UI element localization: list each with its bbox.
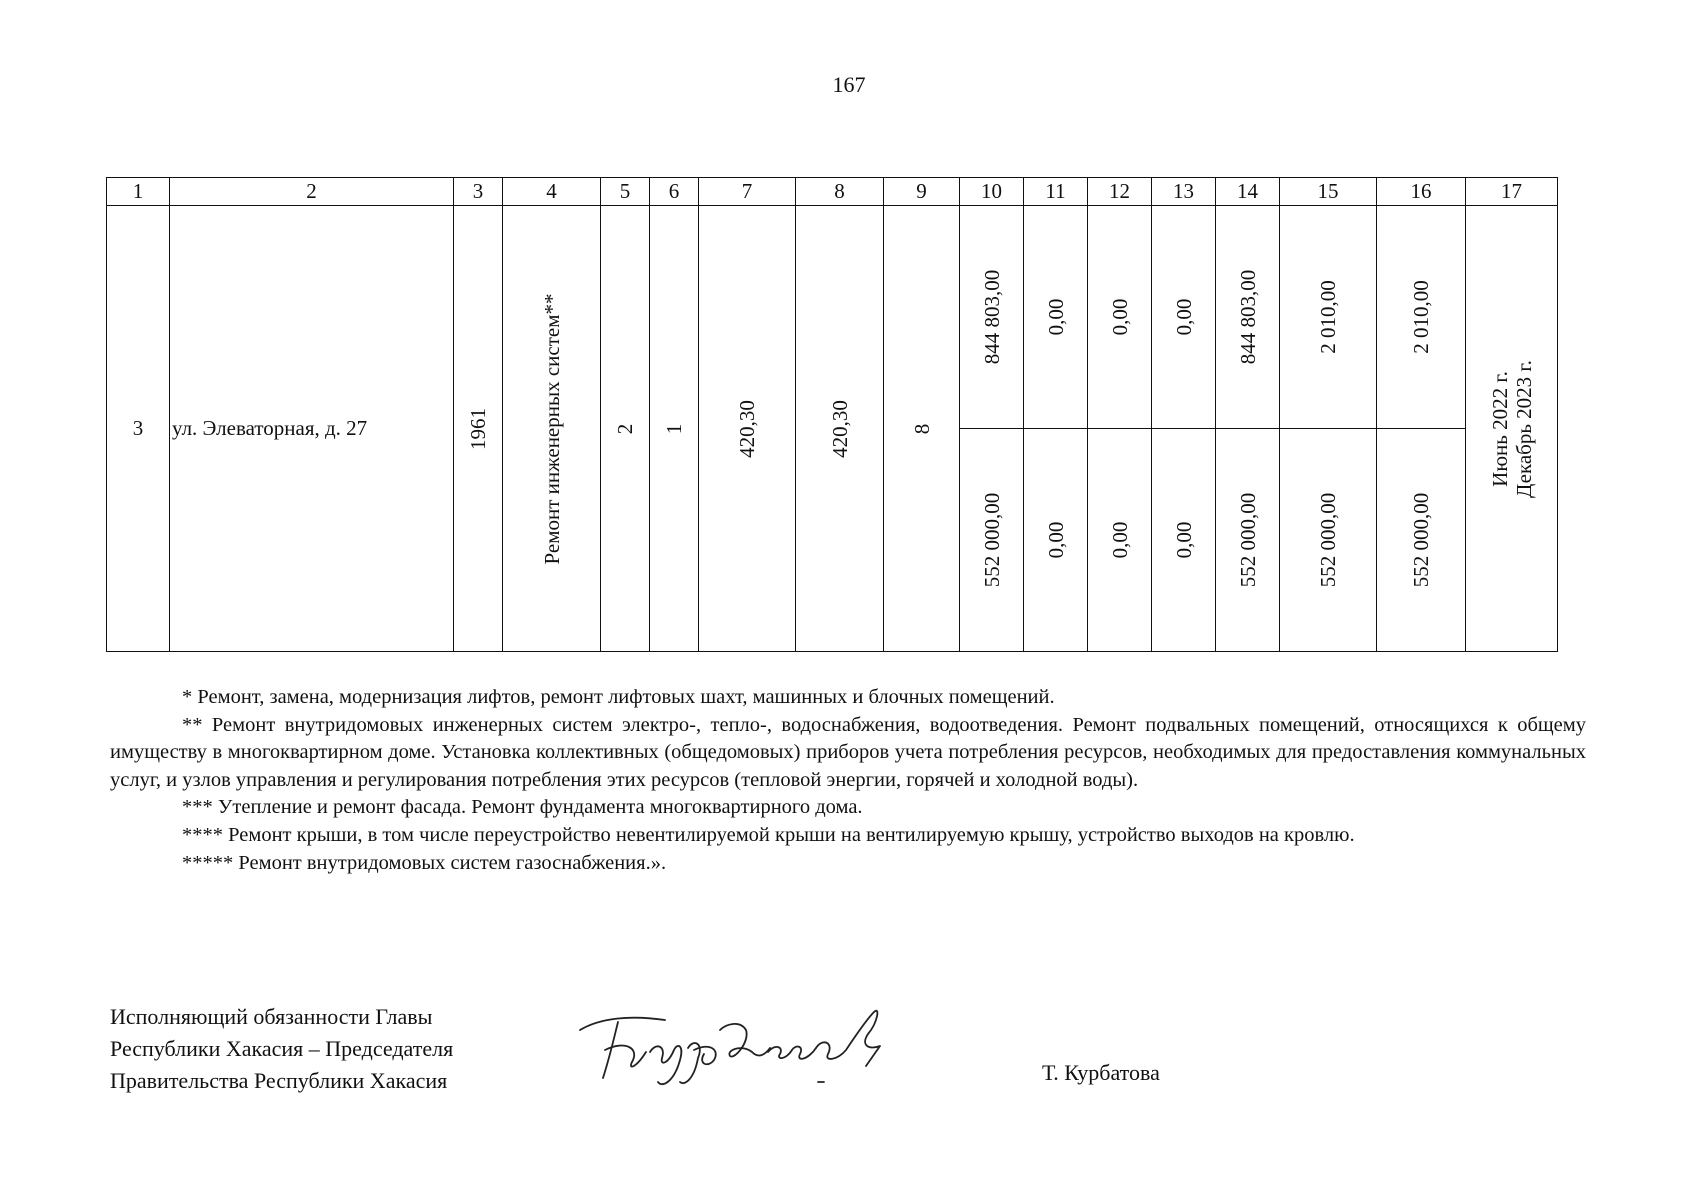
cell-row-number: 3 — [107, 206, 170, 652]
lower-11-text: 0,00 — [1043, 521, 1068, 559]
col-header-10: 10 — [960, 178, 1024, 206]
cell-lower-16 — [1377, 429, 1466, 652]
footnotes — [110, 684, 1586, 877]
col-header-7: 7 — [699, 178, 796, 206]
lower-15-text: 552 000,00 — [1315, 492, 1340, 588]
work-type-text: Ремонт инженерных систем** — [539, 292, 564, 565]
footnote-5: ***** Ремонт внутридомовых систем газоснабжения.». — [182, 851, 667, 874]
handwritten-signature — [570, 990, 900, 1090]
col-header-6: 6 — [650, 178, 699, 206]
upper-12-text: 0,00 — [1107, 298, 1132, 336]
footnote-2: ** Ремонт внутридомовых инженерных систем электро-, тепло-, водоснабжения, водоотведения. Ремонт подвальных помещений, относящихся к общему имуществу в многоквартирном доме. Установка коллективных (общедомовых) приборов учета потребления ресурсов, необходимых для предоставления коммунальных услуг, и узлов управления и регулирования потребления этих ресурсов (тепловой энергии, горячей и холодной воды). — [110, 713, 1586, 791]
col-header-17: 17 — [1466, 178, 1558, 206]
cell-lower-15 — [1280, 429, 1377, 652]
cell-col8 — [796, 206, 884, 652]
col-header-1: 1 — [107, 178, 170, 206]
header-row — [107, 178, 1558, 206]
cell-period — [1466, 206, 1558, 652]
upper-10-text: 844 803,00 — [979, 269, 1004, 365]
signatory-title — [110, 1001, 453, 1097]
cell-year — [454, 206, 503, 652]
cell-lower-14 — [1216, 429, 1280, 652]
year-text: 1961 — [465, 407, 490, 450]
col6-text: 1 — [661, 423, 686, 434]
upper-13-text: 0,00 — [1171, 298, 1196, 336]
cell-upper-16 — [1377, 206, 1466, 429]
cell-col9 — [884, 206, 960, 652]
cell-upper-10 — [960, 206, 1024, 429]
cell-work-type — [503, 206, 601, 652]
table-row — [107, 206, 1558, 429]
col-header-15: 15 — [1280, 178, 1377, 206]
col-header-14: 14 — [1216, 178, 1280, 206]
cell-upper-15 — [1280, 206, 1377, 429]
period-start: Июнь 2022 г. — [1487, 370, 1512, 487]
upper-11-text: 0,00 — [1043, 298, 1068, 336]
cell-address: ул. Элеваторная, д. 27 — [170, 206, 454, 652]
footnote-3: *** Утепление и ремонт фасада. Ремонт фундамента многоквартирного дома. — [182, 796, 863, 819]
upper-16-text: 2 010,00 — [1408, 280, 1433, 354]
footnote-1: * Ремонт, замена, модернизация лифтов, ремонт лифтовых шахт, машинных и блочных помещений. — [182, 686, 1055, 708]
cell-lower-11 — [1024, 429, 1088, 652]
signatory-line-2: Республики Хакасия – Председателя — [110, 1036, 454, 1061]
lower-10-text: 552 000,00 — [979, 492, 1004, 588]
col8-text: 420,30 — [827, 399, 852, 458]
upper-15-text: 2 010,00 — [1315, 280, 1340, 354]
lower-14-text: 552 000,00 — [1235, 492, 1260, 588]
cell-upper-12 — [1088, 206, 1152, 429]
upper-14-text: 844 803,00 — [1235, 269, 1260, 365]
col-header-2: 2 — [170, 178, 454, 206]
lower-13-text: 0,00 — [1171, 521, 1196, 559]
repair-program-table — [106, 177, 1558, 652]
cell-upper-14 — [1216, 206, 1280, 429]
col5-text: 2 — [612, 423, 637, 434]
col-header-13: 13 — [1152, 178, 1216, 206]
lower-12-text: 0,00 — [1107, 521, 1132, 559]
cell-lower-12 — [1088, 429, 1152, 652]
cell-col6 — [650, 206, 699, 652]
page-number: 167 — [832, 72, 866, 97]
lower-16-text: 552 000,00 — [1408, 492, 1433, 588]
col-header-12: 12 — [1088, 178, 1152, 206]
footnote-4: **** Ремонт крыши, в том числе переустройство невентилируемой крыши на вентилируемую крышу, устройство выходов на кровлю. — [182, 823, 1355, 846]
col9-text: 8 — [909, 423, 934, 434]
col-header-8: 8 — [796, 178, 884, 206]
cell-lower-13 — [1152, 429, 1216, 652]
cell-col7 — [699, 206, 796, 652]
signatory-line-1: Исполняющий обязанности Главы — [110, 1004, 433, 1029]
cell-col5 — [601, 206, 650, 652]
signer-name: Т. Курбатова — [1042, 1060, 1160, 1085]
cell-upper-13 — [1152, 206, 1216, 429]
col-header-4: 4 — [503, 178, 601, 206]
cell-upper-11 — [1024, 206, 1088, 429]
period-end: Декабрь 2023 г. — [1511, 359, 1536, 498]
signatory-line-3: Правительства Республики Хакасия — [110, 1068, 448, 1093]
col-header-16: 16 — [1377, 178, 1466, 206]
col-header-9: 9 — [884, 178, 960, 206]
col-header-11: 11 — [1024, 178, 1088, 206]
col-header-3: 3 — [454, 178, 503, 206]
cell-lower-10 — [960, 429, 1024, 652]
col-header-5: 5 — [601, 178, 650, 206]
col7-text: 420,30 — [734, 399, 759, 458]
period-text — [1487, 360, 1535, 498]
